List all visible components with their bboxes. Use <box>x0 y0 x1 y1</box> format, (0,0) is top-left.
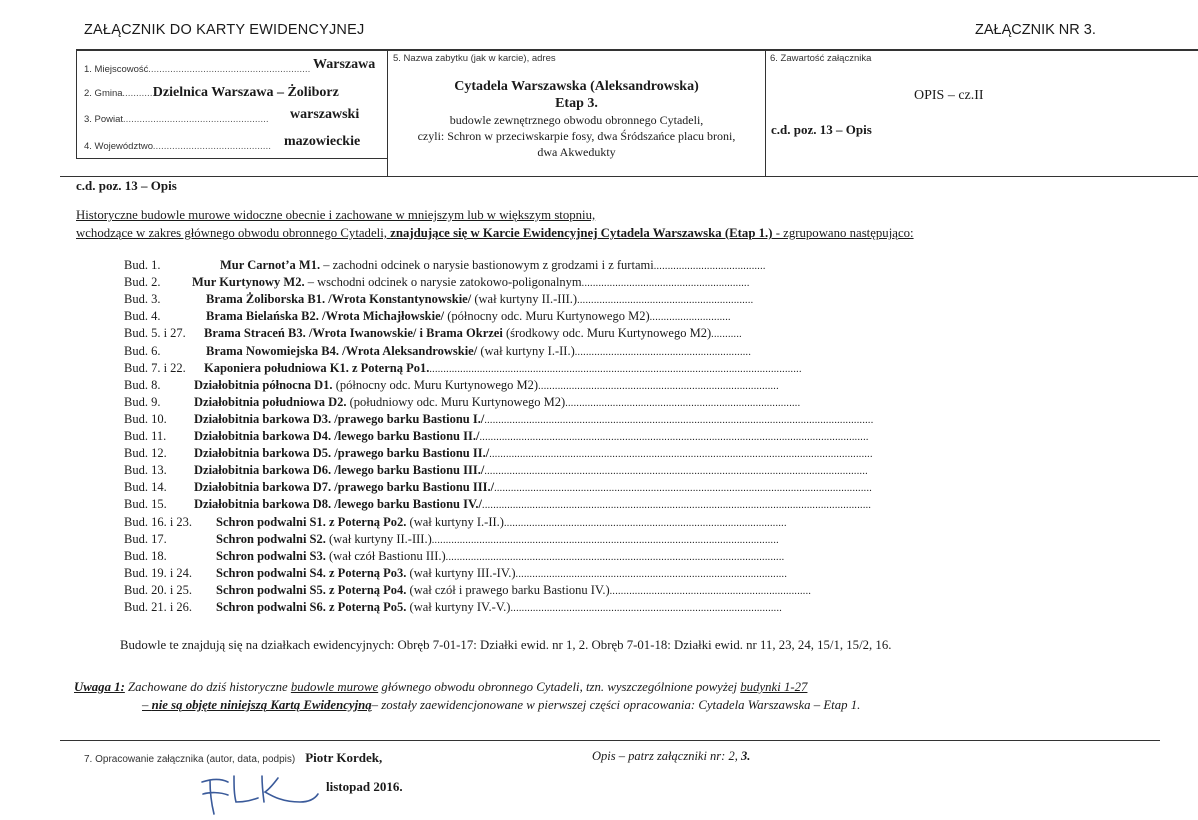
note-text: tzn. wyszczególnione powyżej <box>586 680 741 694</box>
monument-desc: dwa Akwedukty <box>537 145 616 159</box>
field-wojewodztwo <box>84 136 384 154</box>
note-text: Zachowane do dziś historyczne <box>124 680 291 694</box>
building-entry <box>194 395 800 410</box>
building-name: Działobitnia barkowa D5. /prawego barku Bastionu II./ <box>194 446 490 461</box>
building-name: Schron podwalni S1. z Poterną Po2. <box>216 514 407 529</box>
building-number: Bud. 16. i 23. <box>124 514 193 529</box>
building-name: Działobitnia południowa D2. <box>194 394 347 409</box>
field-value: Dzielnica Warszawa – Żoliborz <box>152 85 339 100</box>
building-location: (południowy odc. Muru Kurtynowego M2) <box>346 394 566 409</box>
field-gmina <box>84 83 384 101</box>
building-location: (wał kurtyny IV.-V.) <box>406 600 511 614</box>
intro-text: - zgrupowano następująco: <box>772 226 914 240</box>
building-entry <box>194 412 874 427</box>
building-entry <box>216 532 779 547</box>
note-text: budynki 1-27 <box>740 680 808 694</box>
intro-line <box>76 226 914 241</box>
field-label: 6. Zawartość załącznika <box>770 53 872 64</box>
building-entry <box>204 361 802 376</box>
note-text: – <box>142 698 152 712</box>
building-location: (wał kurtyny I.-II.) <box>406 514 504 529</box>
building-entry <box>206 344 751 359</box>
field-value: warszawski <box>290 107 360 122</box>
attachment-title: ZAŁĄCZNIK DO KARTY EWIDENCYJNEJ <box>84 22 365 38</box>
attachment-content: OPIS – cz.II <box>914 88 984 103</box>
building-location: (wał kurtyny II.-III.) <box>325 531 432 546</box>
building-name: Brama Nowomiejska B4. /Wrota Aleksandrowskie/ <box>206 343 478 358</box>
building-entry <box>216 600 782 615</box>
building-entry <box>194 378 779 393</box>
building-entry <box>194 446 873 461</box>
note-line <box>74 680 807 695</box>
leader-dots: ........... <box>711 329 742 341</box>
dots: ..................................................... <box>123 114 269 124</box>
building-number: Bud. 13. <box>124 463 167 478</box>
building-location: (północny odc. Muru Kurtynowego M2) <box>444 309 650 324</box>
note-emphasis: nie są objęte niniejszą Kartą Ewidencyjną <box>151 698 372 712</box>
building-number: Bud. 15. <box>124 497 167 512</box>
building-number: Bud. 1. <box>124 258 161 272</box>
leader-dots: ............................. <box>649 312 731 324</box>
building-location: – wschodni odcinek o narysie zatokowo-poligonalnym <box>304 275 582 290</box>
building-name: Brama Straceń B3. /Wrota Iwanowskie/ i Brama Okrzei <box>204 326 503 341</box>
field-value: mazowieckie <box>284 134 361 149</box>
leader-dots: .................................................................................... <box>565 397 801 409</box>
field-value: Warszawa <box>313 57 376 72</box>
building-name: Działobitnia barkowa D6. /lewego barku Bastionu III./ <box>194 463 485 478</box>
leader-dots: ......................................................................................................................................... <box>484 466 868 478</box>
leader-dots: ........................................ <box>653 261 766 272</box>
building-entry <box>216 566 787 581</box>
leader-dots: ......................................................................................................................... <box>445 551 785 563</box>
note-text: – zostały zaewidencjonowane w pierwszej części opracowania: Cytadela Warszawska – Etap 1. <box>371 698 861 712</box>
leader-dots: ......................................................................................................................................... <box>489 449 873 461</box>
leader-dots: ........................................................................................................................................... <box>482 500 872 512</box>
building-location: (wał czół i prawego barku Bastionu IV.) <box>406 582 610 597</box>
field-label: 2. Gmina <box>84 88 123 99</box>
field-label: 3. Powiat <box>84 114 124 125</box>
field-label: 5. Nazwa zabytku (jak w karcie), adres <box>393 53 556 64</box>
attachment-position: c.d. poz. 13 – Opis <box>771 122 872 137</box>
building-number: Bud. 6. <box>124 343 161 358</box>
building-number: Bud. 19. i 24. <box>124 565 193 580</box>
monument-desc: czyli: Schron w przeciwskarpie fosy, dwa Śródszańce placu broni, <box>417 129 736 143</box>
building-number: Bud. 5. i 27. <box>124 326 186 341</box>
opis-reference-number: 3. <box>740 749 751 763</box>
intro-text: wchodzące w zakres głównego obwodu obronnego Cytadeli, <box>76 226 391 240</box>
building-entry <box>204 326 742 341</box>
leader-dots: ............................................................ <box>581 278 750 290</box>
note-label: Uwaga 1: <box>74 680 125 694</box>
building-number: Bud. 8. <box>124 377 161 392</box>
monument-desc: budowle zewnętrznego obwodu obronnego Cytadeli, <box>449 113 704 127</box>
building-location: (środkowy odc. Muru Kurtynowego M2) <box>502 326 712 341</box>
dots: ........... <box>122 88 153 98</box>
building-entry <box>216 583 811 598</box>
building-name: Mur Carnot’a M1. <box>220 258 321 272</box>
field-miejscowosc <box>84 59 384 77</box>
leader-dots: ................................................................................................. <box>510 603 783 614</box>
building-entry <box>220 258 766 273</box>
building-name: Schron podwalni S4. z Poterną Po3. <box>216 565 407 580</box>
building-name: Działobitnia barkowa D4. /lewego barku Bastionu II./ <box>194 429 480 443</box>
building-name: Działobitnia północna D1. <box>194 377 333 392</box>
building-number: Bud. 3. <box>124 292 161 307</box>
building-entry <box>192 275 750 290</box>
building-name: Działobitnia barkowa D3. /prawego barku Bastionu I./ <box>194 411 485 426</box>
building-location: (wał czół Bastionu III.) <box>325 548 446 563</box>
note-line <box>142 698 860 713</box>
building-entry <box>194 497 871 512</box>
section-heading: c.d. poz. 13 – Opis <box>76 178 177 193</box>
building-number: Bud. 21. i 26. <box>124 600 193 614</box>
intro-emphasis: znajdujące się w Karcie Ewidencyjnej Cytadela Warszawska (Etap 1.) <box>390 226 773 240</box>
note-text: głównego obwodu obronnego Cytadeli, <box>378 680 586 694</box>
building-entry <box>216 549 784 564</box>
leader-dots: ..................................................................................................... <box>503 517 787 529</box>
leader-dots: ........................................................................................................................................... <box>484 414 874 426</box>
building-number: Bud. 4. <box>124 309 161 324</box>
building-location: (wał kurtyny II.-III.) <box>471 292 578 307</box>
building-name: Brama Żoliborska B1. /Wrota Konstantynowskie/ <box>206 292 472 307</box>
location-text: Budowle te znajdują się na działkach ewidencyjnych: Obręb 7-01-17: Działki ewid. nr 1, 2. Obręb 7-01-18: Działki ewid. nr 11, 23, 24, 15/1, 15/2, 16. <box>120 638 892 652</box>
building-location: (północny odc. Muru Kurtynowego M2) <box>332 377 539 392</box>
leader-dots: ....................................................................................................................................... <box>494 483 873 495</box>
field-label: 4. Województwo <box>84 141 153 152</box>
attachment-number: ZAŁĄCZNIK NR 3. <box>975 22 1096 38</box>
building-name: Schron podwalni S2. <box>216 531 326 546</box>
dots: ........................................................... <box>148 64 311 74</box>
field-label: 1. Miejscowość <box>84 64 149 75</box>
building-name: Działobitnia barkowa D8. /lewego barku Bastionu IV./ <box>194 497 483 512</box>
building-name: Działobitnia barkowa D7. /prawego barku Bastionu III./ <box>194 480 495 495</box>
building-number: Bud. 12. <box>124 446 167 461</box>
note-text: budowle murowe <box>290 680 379 694</box>
building-entry <box>206 292 753 307</box>
building-name: Schron podwalni S5. z Poterną Po4. <box>216 582 407 597</box>
opis-reference <box>592 749 750 764</box>
building-number: Bud. 20. i 25. <box>124 582 193 597</box>
monument-title: Cytadela Warszawska (Aleksandrowska) <box>454 79 699 94</box>
intro-line: Historyczne budowle murowe widoczne obecnie i zachowane w mniejszym lub w większym stopniu, <box>76 208 596 222</box>
building-entry <box>206 309 731 324</box>
signature-image <box>200 772 320 816</box>
building-name: Brama Bielańska B2. /Wrota Michajłowskie/ <box>206 309 445 324</box>
building-name: Mur Kurtynowy M2. <box>192 275 305 290</box>
building-location: (wał kurtyny I.-II.) <box>477 343 575 358</box>
building-number: Bud. 7. i 22. <box>124 360 186 375</box>
building-number: Bud. 11. <box>124 429 167 443</box>
building-entry <box>194 463 868 478</box>
leader-dots: ............................................................... <box>574 346 752 358</box>
monument-stage: Etap 3. <box>555 96 598 111</box>
building-entry <box>194 480 872 495</box>
field-powiat <box>84 109 384 127</box>
building-entry <box>194 429 869 444</box>
building-number: Bud. 10. <box>124 411 167 426</box>
leader-dots: ............................................................................................................................ <box>431 534 779 546</box>
footer-label: 7. Opracowanie załącznika (autor, data, podpis) <box>84 754 296 765</box>
leader-dots: ..................................................................................................................................... <box>429 363 802 375</box>
monument-name <box>388 79 765 160</box>
building-number: Bud. 18. <box>124 548 167 563</box>
author-name: Piotr Kordek, <box>305 750 383 765</box>
leader-dots: ............................................................... <box>577 295 754 307</box>
building-location: – zachodni odcinek o narysie bastionowym z grodzami i z furtami <box>320 258 654 272</box>
building-name: Schron podwalni S6. z Poterną Po5. <box>216 600 407 614</box>
leader-dots: ........................................................................................................................................... <box>479 432 869 443</box>
building-number: Bud. 17. <box>124 531 167 546</box>
footer-date: listopad 2016. <box>326 779 403 794</box>
leader-dots: ........................................................................ <box>609 585 812 597</box>
building-name: Kaponiera południowa K1. z Poterną Po1. <box>204 360 430 375</box>
building-name: Schron podwalni S3. <box>216 548 326 563</box>
dots: ........................................... <box>153 141 272 151</box>
footer-author-line <box>84 749 382 767</box>
building-number: Bud. 14. <box>124 480 167 495</box>
building-number: Bud. 2. <box>124 275 161 290</box>
building-entry <box>216 515 787 530</box>
leader-dots: ...................................................................................... <box>538 380 779 392</box>
building-number: Bud. 9. <box>124 394 161 409</box>
leader-dots: ................................................................................................. <box>515 568 788 580</box>
building-location: (wał kurtyny III.-IV.) <box>406 565 516 580</box>
opis-reference-text: Opis – patrz załączniki nr: 2, <box>592 749 741 763</box>
